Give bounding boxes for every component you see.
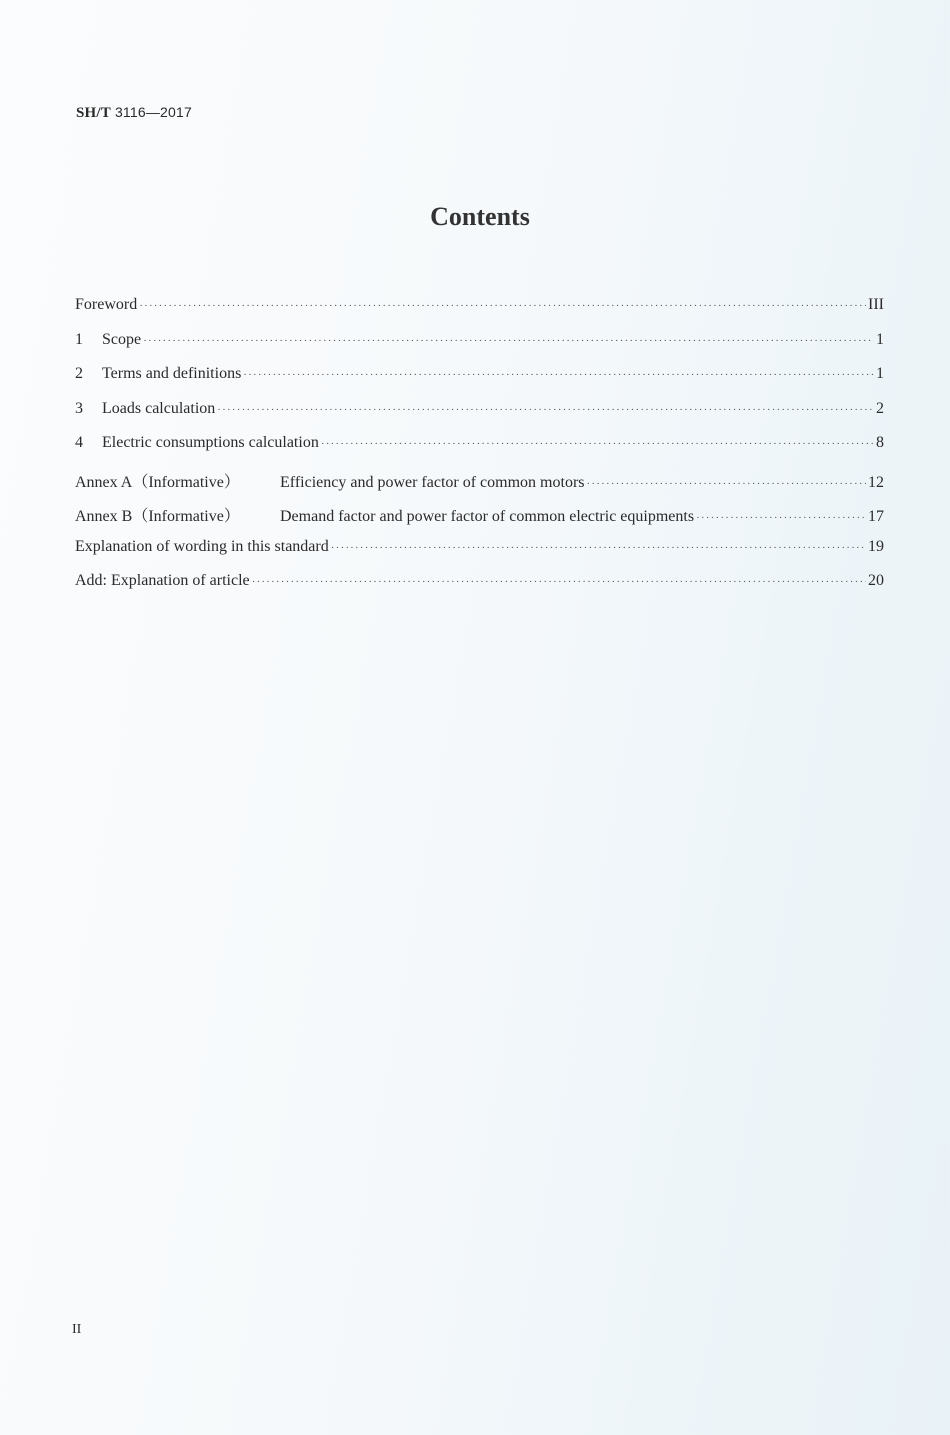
toc-page-number: 20 <box>868 572 884 589</box>
page-number: II <box>72 1322 82 1337</box>
toc-entry-electric[interactable] <box>75 434 884 469</box>
toc-page-number: III <box>868 296 884 313</box>
dot-leader <box>252 576 866 588</box>
toc-page-number: 17 <box>868 508 884 525</box>
toc-entry-label: Foreword <box>75 296 138 313</box>
toc-annex-prefix: Annex A（Informative） <box>75 473 240 491</box>
toc-page-number: 1 <box>876 365 884 382</box>
toc-entry-label: Efficiency and power factor of common motors <box>280 473 585 491</box>
dot-leader <box>139 300 866 312</box>
toc-entry-wording[interactable] <box>75 538 884 573</box>
toc-page-number: 12 <box>868 473 884 491</box>
dot-leader <box>696 512 866 524</box>
toc-section-number: 1 <box>75 330 83 348</box>
toc-entry-annex-b[interactable] <box>75 503 884 538</box>
toc-section-number: 2 <box>75 365 83 382</box>
toc-entry-label: Explanation of wording in this standard <box>75 537 329 555</box>
table-of-contents <box>75 296 884 607</box>
toc-page-number: 2 <box>876 399 884 417</box>
toc-entry-label: Terms and definitions <box>102 365 242 382</box>
dot-leader <box>217 404 874 416</box>
dot-leader <box>587 478 867 490</box>
dot-leader <box>243 369 874 381</box>
standard-number: 3116—2017 <box>114 104 192 120</box>
toc-entry-scope[interactable] <box>75 331 884 366</box>
toc-page-number: 1 <box>876 330 884 348</box>
standard-header <box>76 104 192 122</box>
toc-entry-label: Add: Explanation of article <box>75 572 250 589</box>
toc-entry-add[interactable] <box>75 572 884 607</box>
toc-entry-label: Loads calculation <box>102 399 216 417</box>
toc-entry-annex-a[interactable] <box>75 469 884 504</box>
toc-page-number: 19 <box>868 537 884 555</box>
toc-page-number: 8 <box>876 434 884 451</box>
toc-section-number: 4 <box>75 434 83 451</box>
toc-section-number: 3 <box>75 399 83 417</box>
toc-entry-foreword[interactable] <box>75 296 884 331</box>
toc-entry-label: Electric consumptions calculation <box>102 434 319 451</box>
toc-entry-label: Scope <box>102 330 142 348</box>
dot-leader <box>143 335 874 347</box>
toc-entry-loads[interactable] <box>75 400 884 435</box>
page-title: Contents <box>430 202 530 231</box>
toc-annex-prefix: Annex B（Informative） <box>75 508 240 525</box>
standard-code: SH/T <box>76 105 111 121</box>
dot-leader <box>331 542 866 554</box>
dot-leader <box>321 438 874 450</box>
toc-entry-terms[interactable] <box>75 365 884 400</box>
toc-entry-label: Demand factor and power factor of common electric equipments <box>280 508 695 525</box>
